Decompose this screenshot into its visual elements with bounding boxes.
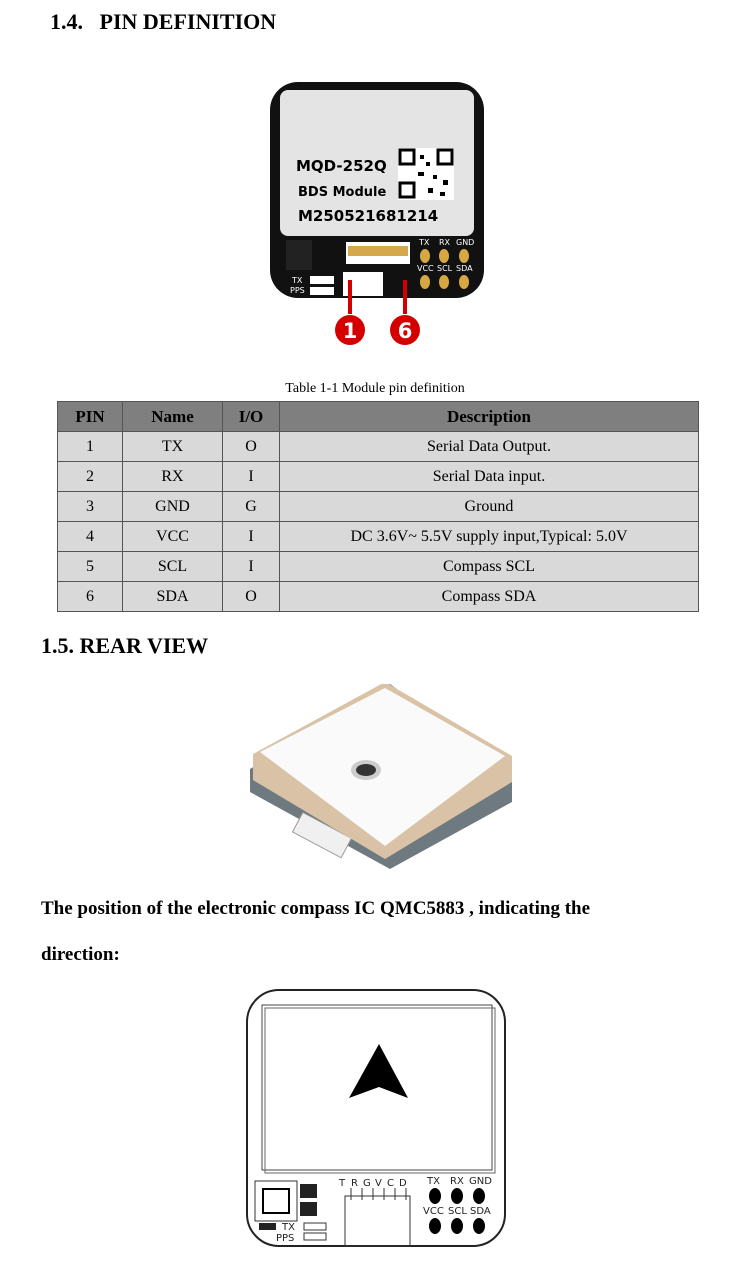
cell-name: SDA xyxy=(123,582,223,612)
module-model-text: MQD-252Q xyxy=(296,157,387,175)
table-row xyxy=(58,582,699,612)
table-caption: Table 1-1 Module pin definition xyxy=(285,381,465,396)
pad-label: VCC xyxy=(423,1206,444,1217)
connector-letter: V xyxy=(375,1178,382,1189)
pin-definition-table xyxy=(57,401,699,612)
connector-letter: R xyxy=(351,1178,358,1189)
header-name: Name xyxy=(123,402,223,432)
cell-pin: 5 xyxy=(58,552,123,582)
cell-pin: 6 xyxy=(58,582,123,612)
connector-letter: C xyxy=(387,1178,394,1189)
svg-text:SDA: SDA xyxy=(456,264,473,273)
table-row xyxy=(58,552,699,582)
table-header-row xyxy=(58,402,699,432)
pad-label: RX xyxy=(450,1176,464,1187)
cell-io: O xyxy=(223,582,280,612)
cell-description: Ground xyxy=(280,492,699,522)
cell-name: SCL xyxy=(123,552,223,582)
pad-label: SDA xyxy=(470,1206,491,1217)
cell-name: TX xyxy=(123,432,223,462)
connector-letter: D xyxy=(399,1178,407,1189)
svg-text:TX: TX xyxy=(419,238,430,247)
connector-letter: T xyxy=(339,1178,346,1189)
cell-pin: 1 xyxy=(58,432,123,462)
svg-text:SCL: SCL xyxy=(437,264,453,273)
table-row xyxy=(58,522,699,552)
led-label-tx: TX xyxy=(282,1222,295,1233)
compass-description-line1: The position of the electronic compass IC QMC5883 , indicating the xyxy=(41,898,591,919)
cell-io: I xyxy=(223,552,280,582)
cell-pin: 2 xyxy=(58,462,123,492)
cell-io: I xyxy=(223,462,280,492)
header-description: Description xyxy=(280,402,699,432)
header-pin: PIN xyxy=(58,402,123,432)
module-front-image xyxy=(268,80,486,350)
svg-text:6: 6 xyxy=(397,319,413,343)
svg-text:TX: TX xyxy=(292,276,303,285)
module-type-text: BDS Module xyxy=(298,185,387,200)
section-heading-rear-view: 1.5. REAR VIEW xyxy=(41,633,209,658)
cell-io: G xyxy=(223,492,280,522)
led-label-pps: PPS xyxy=(276,1233,295,1244)
module-serial-text: M250521681214 xyxy=(298,207,439,225)
cell-description: Compass SCL xyxy=(280,552,699,582)
table-row xyxy=(58,492,699,522)
header-io: I/O xyxy=(223,402,280,432)
cell-description: Serial Data Output. xyxy=(280,432,699,462)
cell-description: Compass SDA xyxy=(280,582,699,612)
svg-text:GND: GND xyxy=(456,238,475,247)
svg-text:PPS: PPS xyxy=(290,286,305,295)
pad-label: SCL xyxy=(448,1206,467,1217)
svg-text:VCC: VCC xyxy=(417,264,434,273)
table-row xyxy=(58,462,699,492)
cell-description: Serial Data input. xyxy=(280,462,699,492)
compass-direction-diagram xyxy=(245,988,507,1250)
qr-code-icon xyxy=(398,148,454,200)
svg-text:RX: RX xyxy=(439,238,451,247)
cell-name: RX xyxy=(123,462,223,492)
module-rear-image xyxy=(250,684,515,874)
cell-name: VCC xyxy=(123,522,223,552)
cell-io: I xyxy=(223,522,280,552)
cell-io: O xyxy=(223,432,280,462)
cell-pin: 4 xyxy=(58,522,123,552)
compass-description-line2: direction: xyxy=(41,944,120,965)
cell-name: GND xyxy=(123,492,223,522)
cell-description: DC 3.6V~ 5.5V supply input,Typical: 5.0V xyxy=(280,522,699,552)
svg-text:1: 1 xyxy=(342,319,358,343)
cell-pin: 3 xyxy=(58,492,123,522)
pad-label: TX xyxy=(427,1176,440,1187)
table-row xyxy=(58,432,699,462)
section-heading-pin-definition: 1.4. PIN DEFINITION xyxy=(50,9,277,34)
pad-label: GND xyxy=(469,1176,492,1187)
connector-letter: G xyxy=(363,1178,371,1189)
